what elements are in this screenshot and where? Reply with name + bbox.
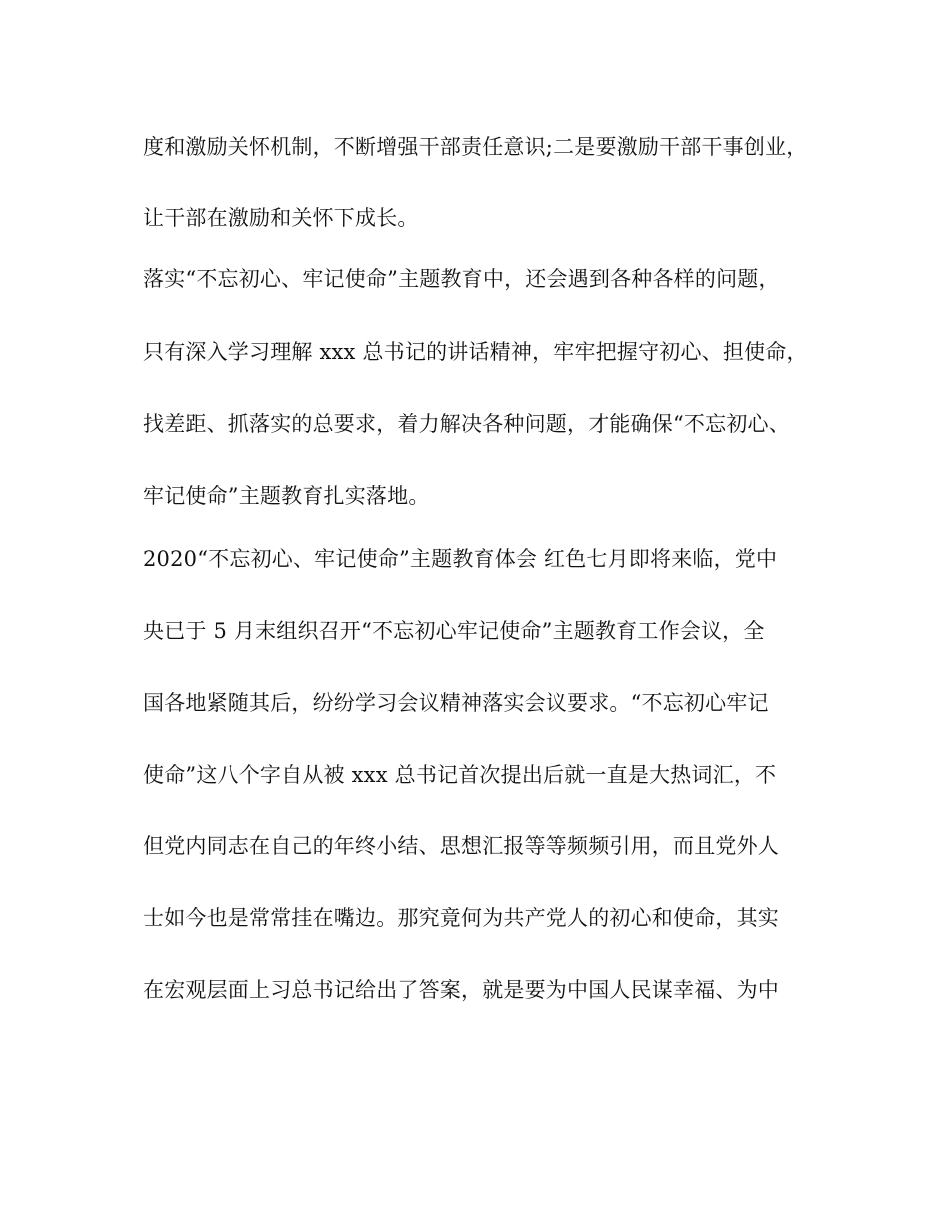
- text-line-3: 落实“不忘初心、牢记使命”主题教育中，还会遇到各种各样的问题，: [143, 267, 780, 291]
- text-line-11: 但党内同志在自己的年终小结、思想汇报等等频频引用，而且党外人: [143, 834, 779, 858]
- text-line-13: 在宏观层面上习总书记给出了答案，就是要为中国人民谋幸福、为中: [143, 978, 779, 1002]
- text-line-10: 使命”这八个字自从被 xxx 总书记首次提出后就一直是大热词汇，不: [143, 763, 777, 787]
- text-line-12: 士如今也是常常挂在嘴边。那究竟何为共产党人的初心和使命，其实: [143, 906, 779, 930]
- text-line-7: 2020“不忘初心、牢记使命”主题教育体会 红色七月即将来临，党中: [143, 547, 778, 571]
- text-line-5: 找差距、抓落实的总要求，着力解决各种问题，才能确保“不忘初心、: [143, 412, 790, 436]
- text-line-2: 让干部在激励和关怀下成长。: [143, 206, 419, 230]
- text-line-8: 央已于 5 月末组织召开“不忘初心牢记使命”主题教育工作会议，全: [143, 619, 765, 643]
- text-line-1: 度和激励关怀机制，不断增强干部责任意识;二是要激励干部干事创业，: [143, 135, 808, 159]
- text-line-6: 牢记使命”主题教育扎实落地。: [143, 484, 430, 508]
- text-line-4: 只有深入学习理解 xxx 总书记的讲话精神，牢牢把握守初心、担使命，: [143, 340, 808, 364]
- text-line-9: 国各地紧随其后，纷纷学习会议精神落实会议要求。“不忘初心牢记: [143, 691, 769, 715]
